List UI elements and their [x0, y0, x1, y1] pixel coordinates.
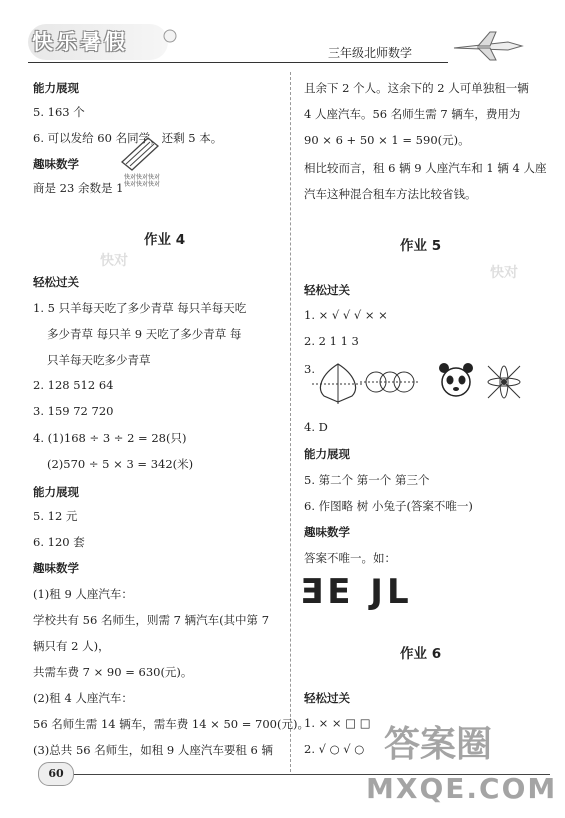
answer-line: 2. 128 512 64	[33, 378, 114, 392]
answer-line: 商是 23 余数是 1	[33, 181, 124, 195]
section-heading: 能力展现	[33, 81, 79, 95]
watermark-answer-circle: 答案圈	[384, 724, 493, 765]
answer-line: 90 × 6 + 50 × 1 = 590(元)。	[304, 133, 470, 147]
mirror-letters: ƎE JL	[300, 572, 413, 612]
panda-figure-icon	[439, 363, 473, 396]
section-heading: 轻松过关	[304, 283, 350, 297]
section-heading: 能力展现	[304, 447, 350, 461]
answer-line: 辆只有 2 人)，	[33, 639, 110, 653]
answer-line: 2. 2 1 1 3	[304, 334, 359, 348]
answer-line: 3.	[304, 362, 315, 376]
answer-line: (1)租 9 人座汽车：	[33, 587, 133, 601]
flower-figure-icon	[488, 366, 520, 398]
answer-line: 共需车费 7 × 90 = 630(元)。	[33, 665, 193, 679]
answer-line: 5. 163 个	[33, 105, 85, 119]
sun-icon	[160, 26, 180, 46]
answer-line: 6. 120 套	[33, 535, 85, 549]
section-heading: 趣味数学	[33, 157, 79, 171]
watermark-kuaidui: 快对	[490, 265, 518, 281]
homework-title: 作业 4	[144, 232, 186, 248]
leaf-figure-icon	[312, 364, 364, 404]
section-heading: 能力展现	[33, 485, 79, 499]
symmetry-figures	[310, 360, 530, 406]
answer-line: 1. × × □ □	[304, 716, 371, 730]
header-rule	[28, 62, 448, 63]
answer-line: 4. D	[304, 420, 328, 434]
page-number: 60	[38, 762, 74, 786]
answer-line: 2. √ ○ √ ○	[304, 742, 365, 756]
answer-line: 6. 可以发给 60 名同学，还剩 5 本。	[33, 131, 223, 145]
answer-line: 4 人座汽车。56 名师生需 7 辆车，费用为	[304, 107, 521, 121]
answer-line: 5. 12 元	[33, 509, 78, 523]
answer-line: 6. 作图略 树 小兔子(答案不唯一)	[304, 499, 473, 513]
section-heading: 趣味数学	[33, 561, 79, 575]
answer-line: 4. (1)168 ÷ 3 ÷ 2 = 28(只)	[33, 431, 187, 445]
section-heading: 趣味数学	[304, 525, 350, 539]
stamp-note: 快对快对快对快对快对快对	[124, 174, 161, 188]
footer-rule	[40, 774, 550, 775]
airplane-icon	[448, 26, 528, 66]
answer-line: 1. × √ √ √ × ×	[304, 308, 388, 322]
answer-line: 多少青草 每只羊 9 天吃了多少青草 每	[47, 327, 242, 341]
section-heading: 轻松过关	[304, 691, 350, 705]
homework-title: 作业 5	[400, 238, 442, 254]
header-subtitle: 三年级北师数学	[328, 46, 413, 60]
answer-line: 1. 5 只羊每天吃了多少青草 每只羊每天吃	[33, 301, 247, 315]
answer-line: (2)570 ÷ 5 × 3 = 342(米)	[47, 457, 194, 471]
answer-line: 答案不唯一。如：	[304, 551, 396, 565]
answer-line: 且余下 2 个人。这余下的 2 人可单独租一辆	[304, 81, 529, 95]
answer-line: 5. 第二个 第一个 第三个	[304, 473, 430, 487]
column-divider	[290, 72, 291, 772]
watermark-kuaidui: 快对	[100, 253, 128, 269]
answer-line: 学校共有 56 名师生，则需 7 辆汽车(其中第 7	[33, 613, 270, 627]
answer-line: 汽车这种混合租车方法比较省钱。	[304, 187, 477, 201]
answer-line: 56 名师生需 14 辆车，需车费 14 × 50 = 700(元)。	[33, 717, 309, 731]
answer-line: (2)租 4 人座汽车：	[33, 691, 133, 705]
answer-line: 3. 159 72 720	[33, 404, 114, 418]
watermark-url: MXQE.COM	[366, 772, 558, 805]
rings-figure-icon	[360, 372, 420, 392]
answer-line: 相比较而言，租 6 辆 9 人座汽车和 1 辆 4 人座	[304, 161, 547, 175]
section-heading: 轻松过关	[33, 275, 79, 289]
homework-title: 作业 6	[400, 646, 442, 662]
answer-line: (3)总共 56 名师生，如租 9 人座汽车要租 6 辆	[33, 743, 273, 757]
pencil-stamp-icon	[118, 132, 162, 172]
header-brand: 快乐暑假	[32, 29, 128, 54]
answer-line: 只羊每天吃多少青草	[47, 353, 151, 367]
